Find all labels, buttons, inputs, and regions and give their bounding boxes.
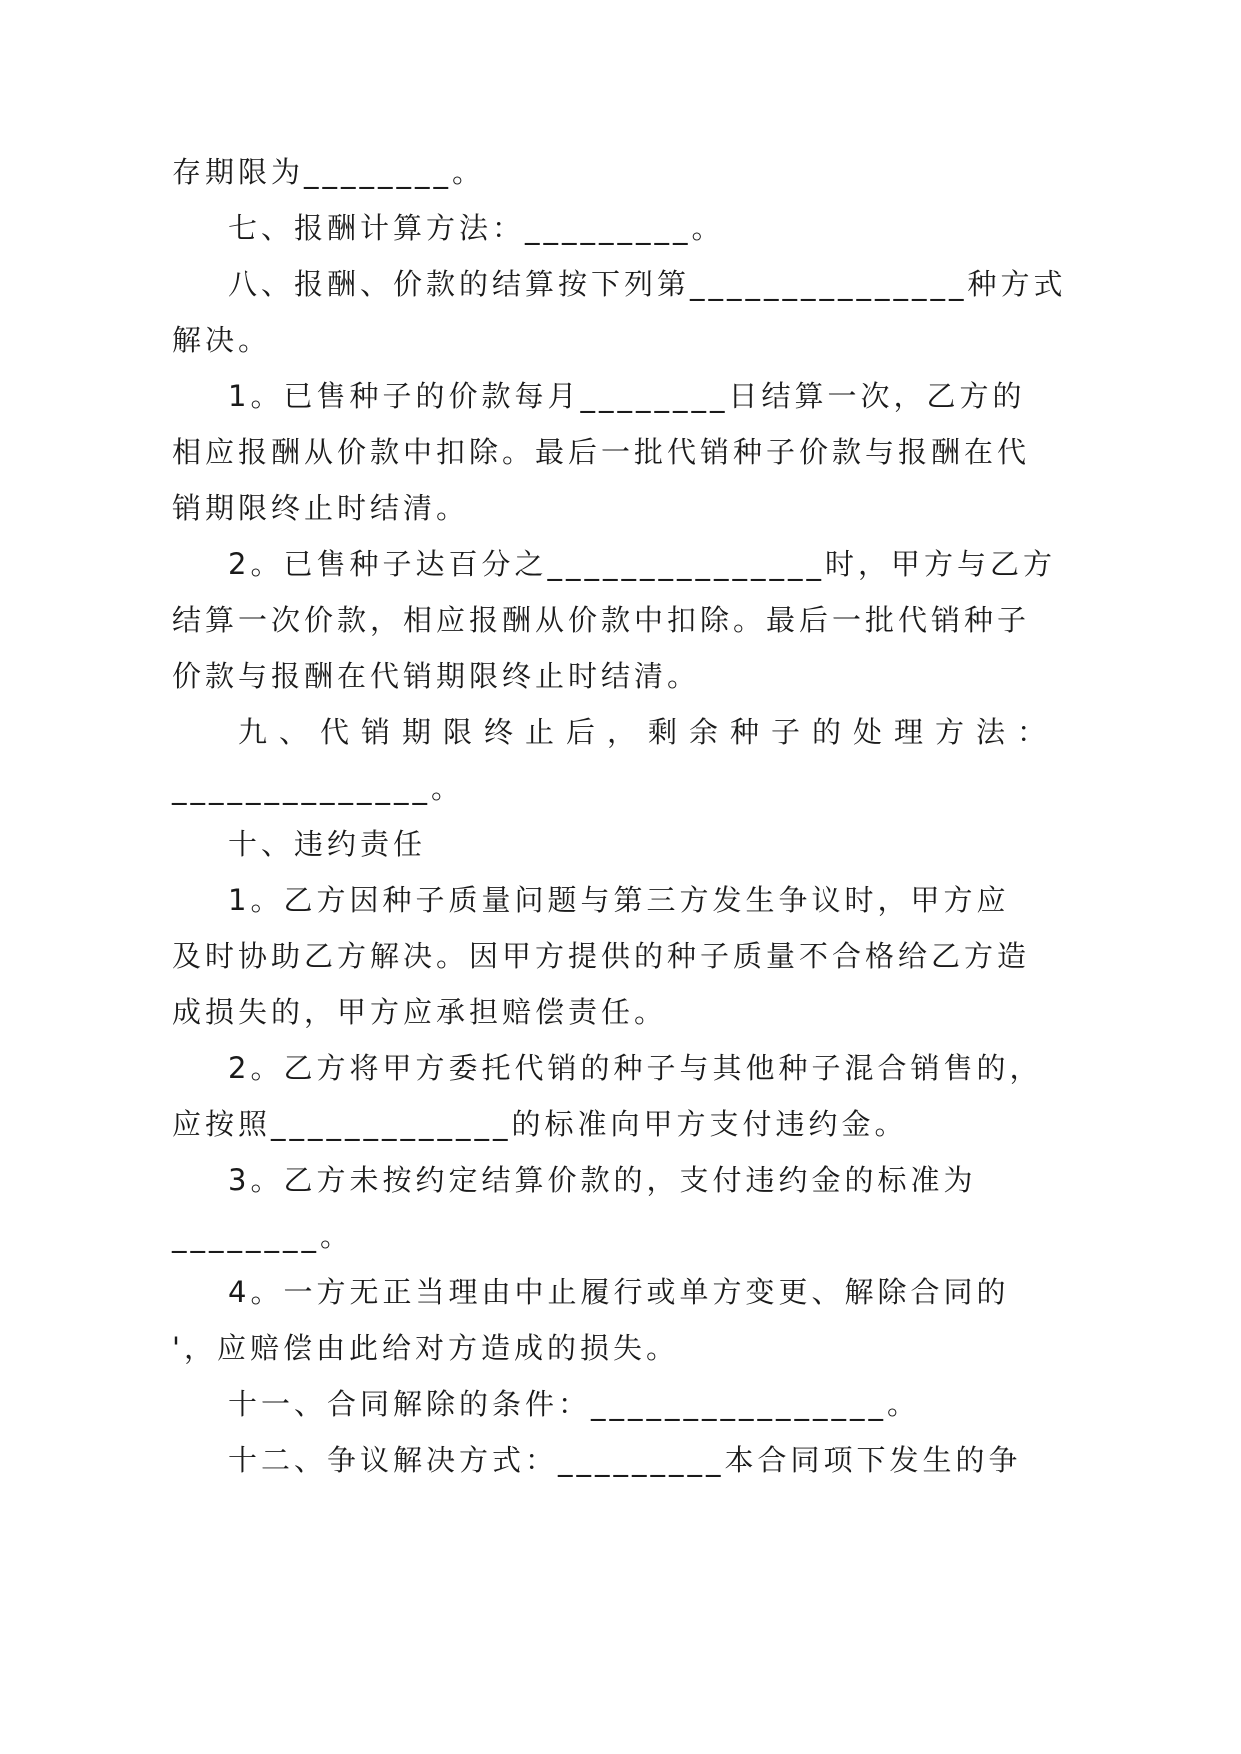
text-line: 解决。 — [172, 323, 272, 357]
text-line: 成损失的，甲方应承担赔偿责任。 — [172, 995, 668, 1029]
text-line: 七、报酬计算方法：_________。 — [228, 211, 725, 245]
text-line: 1。乙方因种子质量问题与第三方发生争议时，甲方应 — [228, 883, 1010, 917]
text-line: 1。已售种子的价款每月________日结算一次，乙方的 — [228, 379, 1026, 413]
text-line: 3。乙方未按约定结算价款的，支付违约金的标准为 — [228, 1163, 977, 1197]
text-line: 销期限终止时结清。 — [172, 491, 470, 525]
text-line: ______________。 — [172, 771, 465, 805]
text-line: 九、代销期限终止后，剩余种子的处理方法： — [238, 715, 1059, 749]
section-heading: 十、违约责任 — [228, 827, 427, 861]
text-line: 存期限为________。 — [172, 155, 486, 189]
text-line: 价款与报酬在代销期限终止时结清。 — [172, 659, 701, 693]
text-line: 4。一方无正当理由中止履行或单方变更、解除合同的 — [228, 1275, 1010, 1309]
text-line: 相应报酬从价款中扣除。最后一批代销种子价款与报酬在代 — [172, 435, 1031, 469]
text-line: 应按照_____________的标准向甲方支付违约金。 — [172, 1107, 908, 1141]
text-line: 2。乙方将甲方委托代销的种子与其他种子混合销售的， — [228, 1051, 1043, 1085]
text-line: 2。已售种子达百分之_______________时，甲方与乙方 — [228, 547, 1056, 581]
text-line: 八、报酬、价款的结算按下列第_______________种方式 — [228, 267, 1067, 301]
text-line: 结算一次价款，相应报酬从价款中扣除。最后一批代销种子 — [172, 603, 1031, 637]
text-line: 十一、合同解除的条件：________________。 — [228, 1387, 921, 1421]
text-line: 十二、争议解决方式：_________本合同项下发生的争 — [228, 1443, 1022, 1477]
text-line: ________。 — [172, 1219, 354, 1253]
text-line: 及时协助乙方解决。因甲方提供的种子质量不合格给乙方造 — [172, 939, 1031, 973]
text-line: '，应赔偿由此给对方造成的损失。 — [172, 1331, 679, 1365]
